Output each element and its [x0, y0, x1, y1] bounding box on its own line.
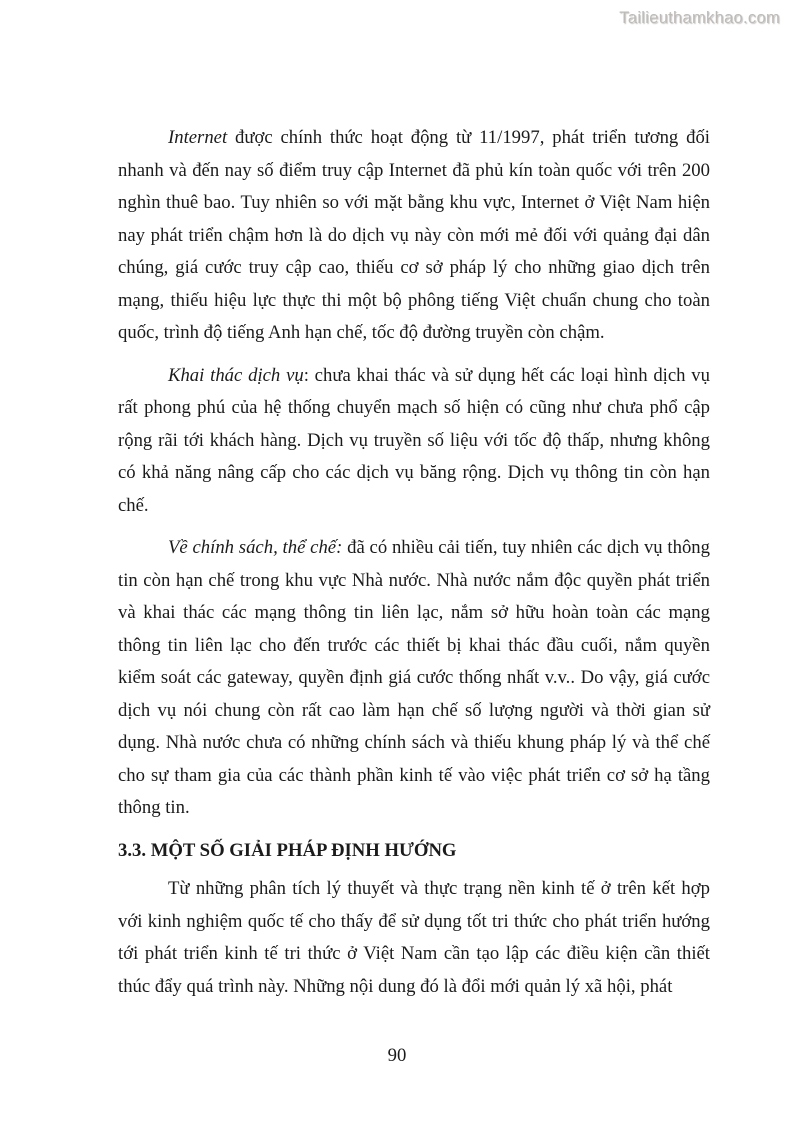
paragraph-lead-italic: Về chính sách, thể chế:: [168, 537, 343, 558]
paragraph-lead-italic: Khai thác dịch vụ: [168, 364, 304, 386]
paragraph-text: được chính thức hoạt động từ 11/1997, phát triển tương đối nhanh và đến nay số điểm truy cập Internet đã phủ kín toàn quốc với trên 200 nghìn thuê bao. Tuy nhiên so với mặt bằng khu vực, Internet ở Việt Nam hiện nay phát triển chậm hơn là do dịch vụ này còn mới mẻ đối với quảng đại dân chúng, giá cước truy cập cao, thiếu cơ sở pháp lý cho những giao dịch trên mạng, thiếu hiệu lực thực thi một bộ phông tiếng Việt chuẩn chung cho toàn quốc, trình độ tiếng Anh hạn chế, tốc độ đường truyền còn chậm.: [118, 127, 710, 343]
paragraph-text: đã có nhiều cải tiến, tuy nhiên các dịch vụ thông tin còn hạn chế trong khu vực Nhà nước. Nhà nước nắm độc quyền phát triển và khai thác các mạng thông tin liên lạc, nắm sở hữu hoàn toàn các mạng thông tin liên lạc cho đến trước các thiết bị khai thác đầu cuối, nắm quyền kiểm soát các gateway, quyền định giá cước thống nhất v.v.. Do vậy, giá cước dịch vụ nói chung còn rất cao làm hạn chế số lượng người và thời gian sử dụng. Nhà nước chưa có những chính sách và thiếu khung pháp lý và thể chế cho sự tham gia của các thành phần kinh tế vào việc phát triển cơ sở hạ tầng thông tin.: [118, 537, 710, 818]
watermark: Tailieuthamkhao.com: [619, 9, 780, 27]
paragraph-lead-italic: Internet: [168, 127, 228, 148]
page-number: 90: [387, 1045, 407, 1066]
page-content: [118, 122, 710, 1013]
paragraph-internet: [118, 122, 710, 350]
section-heading: 3.3. MỘT SỐ GIẢI PHÁP ĐỊNH HƯỚNG: [118, 839, 457, 861]
paragraph-closing: Từ những phân tích lý thuyết và thực trạng nền kinh tế ở trên kết hợp với kinh nghiệm quốc tế cho thấy để sử dụng tốt tri thức cho phát triển hướng tới phát triển kinh tế tri thức ở Việt Nam cần tạo lập các điều kiện cần thiết thúc đẩy quá trình này. Những nội dung đó là đổi mới quản lý xã hội, phát: [118, 878, 710, 997]
paragraph-chinh-sach-the-che: [118, 532, 710, 825]
paragraph-text: : chưa khai thác và sử dụng hết các loại hình dịch vụ rất phong phú của hệ thống chuyển mạch số hiện có cũng như chưa phổ cập rộng rãi tới khách hàng. Dịch vụ truyền số liệu với tốc độ thấp, nhưng không có khả năng nâng cấp cho các dịch vụ băng rộng. Dịch vụ thông tin còn hạn chế.: [118, 364, 710, 516]
paragraph-khai-thac-dich-vu: [118, 360, 710, 523]
